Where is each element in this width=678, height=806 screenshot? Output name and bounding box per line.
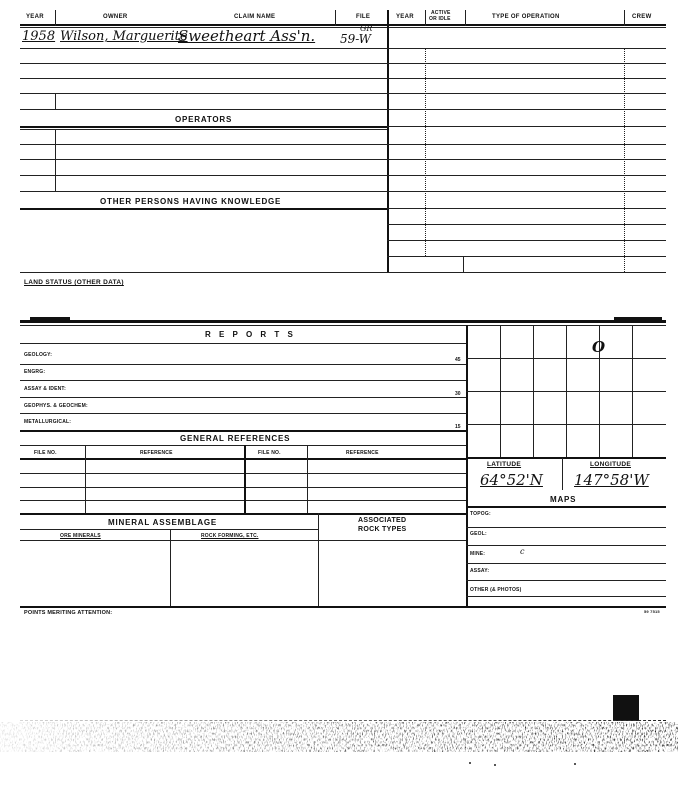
header-rule-2 [20, 27, 666, 28]
general-refs-rule [20, 445, 466, 446]
reports-title-rule [20, 343, 466, 344]
maps-row-other: OTHER (& PHOTOS) [470, 587, 522, 593]
operators-divider [55, 129, 56, 191]
col-header-file: FILE [356, 14, 371, 20]
header-rule [20, 24, 666, 26]
col-header-owner: OWNER [103, 14, 128, 20]
col-header-active: ACTIVE [431, 10, 451, 16]
ore-minerals-label: ORE MINERALS [60, 533, 101, 539]
col-header-year-2: YEAR [396, 14, 414, 20]
operators-rule-2 [20, 129, 387, 130]
maps-rule [466, 506, 666, 508]
latitude-value: 64°52'N [480, 471, 543, 489]
points-meriting-label: POINTS MERITING ATTENTION: [24, 610, 113, 616]
grid-line [466, 424, 666, 425]
row-rule [20, 413, 466, 414]
gen-ref-header-file-no: FILE NO. [34, 450, 57, 456]
gen-ref-header-reference-2: REFERENCE [346, 450, 379, 456]
report-row-geophys: GEOPHYS. & GEOCHEM: [24, 403, 88, 409]
reports-title: R E P O R T S [205, 330, 296, 339]
row-rule [20, 397, 466, 398]
row-rule [20, 430, 466, 432]
mineral-divider [170, 529, 171, 606]
report-num: 15 [455, 424, 461, 430]
grid-line [466, 391, 666, 392]
row-rule [466, 596, 666, 597]
longitude-label: LONGITUDE [590, 461, 631, 468]
right-col-divider [425, 48, 426, 256]
form-number: 59 7515 [644, 609, 660, 614]
row-rule [20, 48, 387, 49]
report-row-engrg: ENGRG: [24, 369, 46, 375]
row-rule [20, 487, 466, 488]
header-divider [335, 10, 336, 26]
col-header-type-of-operation: TYPE OF OPERATION [492, 14, 560, 20]
gen-refs-divider [307, 445, 308, 513]
row-rule [20, 144, 387, 145]
report-row-metallurgical: METALLURGICAL: [24, 419, 72, 425]
right-col-divider [624, 48, 625, 272]
reports-top-rule [20, 320, 666, 323]
land-status-label: LAND STATUS (OTHER DATA) [24, 279, 124, 286]
row-rule [20, 380, 466, 381]
latitude-label: LATITUDE [487, 461, 522, 468]
lat-long-divider [562, 458, 563, 490]
mineral-rule [20, 529, 318, 530]
header-divider [465, 10, 466, 26]
bottom-form-rule [20, 606, 666, 608]
col-header-claim-name: CLAIM NAME [234, 14, 276, 20]
entry-file-bottom: 59-W [340, 32, 372, 46]
gen-refs-header-rule [20, 458, 466, 460]
row-rule [20, 159, 387, 160]
entry-owner: Wilson, Marguerite [60, 29, 188, 44]
grid-line [466, 457, 666, 459]
row-rule [466, 563, 666, 564]
row-rule [20, 63, 387, 64]
general-references-title: GENERAL REFERENCES [180, 434, 291, 443]
entry-year: 1958 [22, 29, 56, 44]
other-persons-rule [20, 208, 387, 210]
header-divider [425, 10, 426, 26]
report-num: 45 [455, 357, 461, 363]
maps-row-geol: GEOL: [470, 531, 487, 537]
mineral-divider [318, 513, 319, 606]
scan-mark [30, 317, 70, 322]
grid-line [466, 358, 666, 359]
longitude-value: 147°58'W [574, 471, 649, 489]
gen-refs-divider [85, 445, 86, 513]
row-rule [466, 527, 666, 528]
gen-refs-divider [244, 445, 246, 513]
other-persons-label: OTHER PERSONS HAVING KNOWLEDGE [100, 197, 282, 206]
maps-row-assay: ASSAY: [470, 568, 490, 574]
reports-top-rule-2 [20, 325, 666, 326]
entry-claim-name: Sweetheart Ass'n. [178, 27, 316, 45]
col-header-crew: CREW [632, 14, 652, 20]
row-rule [20, 364, 466, 365]
row-rule [466, 545, 666, 546]
row-rule [20, 473, 466, 474]
mine-mark: c [520, 547, 525, 556]
maps-row-mine: MINE: [470, 551, 486, 557]
row-rule [20, 191, 387, 192]
rock-types-label: ROCK TYPES [358, 526, 407, 533]
row-rule [466, 580, 666, 581]
header-divider [624, 10, 625, 26]
operators-label: OPERATORS [175, 115, 233, 124]
entry-file-top: GR [360, 24, 373, 33]
header-divider [55, 10, 56, 26]
bottom-rule [20, 272, 666, 273]
row-rule [20, 93, 387, 94]
gen-ref-header-reference: REFERENCE [140, 450, 173, 456]
row-rule [20, 175, 387, 176]
operators-rule [20, 126, 387, 128]
rock-forming-label: ROCK FORMING, ETC. [201, 533, 259, 539]
row-rule [20, 78, 387, 79]
maps-title: MAPS [550, 495, 577, 504]
report-row-assay: ASSAY & IDENT: [24, 386, 66, 392]
col-header-or-idle: OR IDLE [429, 16, 451, 22]
scan-noise-band [0, 710, 678, 806]
row-rule [20, 109, 387, 110]
report-row-geology: GEOLOGY: [24, 352, 53, 358]
scan-mark [614, 317, 662, 322]
maps-row-topog: TOPOG: [470, 511, 491, 517]
main-column-divider [387, 10, 389, 272]
row-rule [20, 513, 466, 515]
grid-mark: O [592, 338, 606, 356]
col-header-year: YEAR [26, 14, 44, 20]
gen-ref-header-file-no-2: FILE NO. [258, 450, 281, 456]
right-col-divider [463, 256, 464, 272]
row-rule [20, 500, 466, 501]
mineral-assemblage-title: MINERAL ASSEMBLAGE [108, 518, 218, 527]
report-num: 30 [455, 391, 461, 397]
row-divider [55, 93, 56, 109]
associated-label: ASSOCIATED [358, 517, 407, 524]
mineral-header-rule [20, 540, 466, 541]
